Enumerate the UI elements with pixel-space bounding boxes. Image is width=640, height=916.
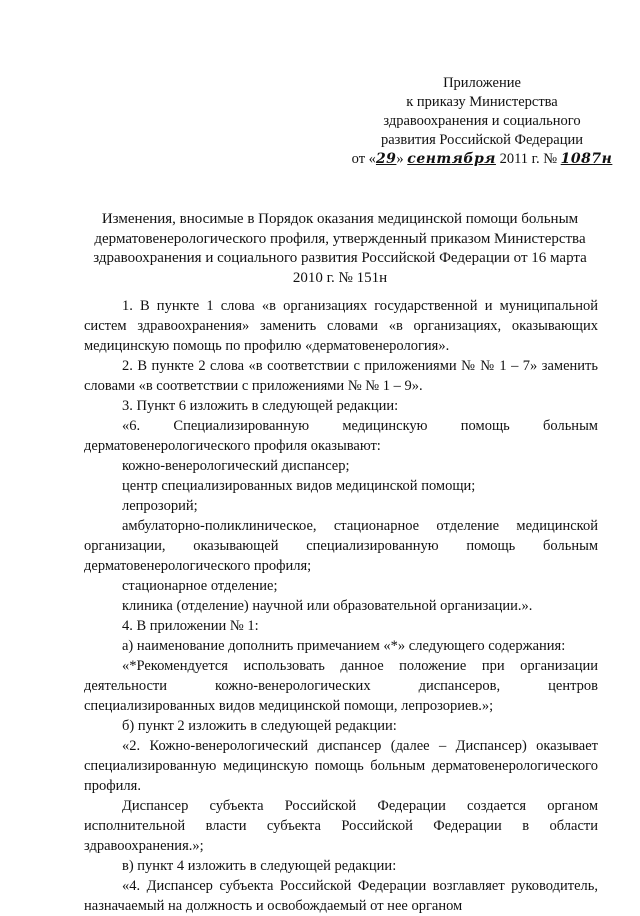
date-prefix: от « — [351, 151, 376, 167]
paragraph: 1. В пункте 1 слова «в организациях государственной и муниципальной систем здравоохранения» заменить словами «в организациях, оказывающих медицинскую помощь по профилю «дерматовенерология». — [84, 298, 598, 354]
document-title: Изменения, вносимые в Порядок оказания медицинской помощи больным дерматовенерологического профиля, утвержденный приказом Министерства здравоохранения и социального развития Российской Федерации от 16 марта 2010 г. № 151н — [93, 211, 587, 286]
paragraph: кожно-венерологический диспансер; — [122, 458, 350, 474]
paragraph: б) пункт 2 изложить в следующей редакции: — [122, 718, 397, 734]
date-mid: » — [396, 151, 404, 167]
date-year: 2011 г. № — [495, 151, 561, 167]
document-body — [84, 296, 598, 916]
paragraph: «6. Специализированную медицинскую помощь больным дерматовенерологического профиля оказывают: — [84, 418, 598, 454]
appendix-line-3: здравоохранения и социального — [383, 113, 581, 129]
paragraph: Диспансер субъекта Российской Федерации создается органом исполнительной власти субъекта Российской Федерации в области здравоохранения.»; — [84, 798, 598, 854]
paragraph: «*Рекомендуется использовать данное положение при организации деятельности кожно-венерологических диспансеров, центров специализированных видов медицинской помощи, лепрозориев.»; — [84, 658, 598, 714]
paragraph: клиника (отделение) научной или образовательной организации.». — [122, 598, 533, 614]
appendix-date-line — [342, 150, 622, 169]
paragraph: амбулаторно-поликлиническое, стационарное отделение медицинской организации, оказывающей специализированную помощь больным дерматовенерологического профиля; — [84, 518, 598, 574]
paragraph: «2. Кожно-венерологический диспансер (далее – Диспансер) оказывает специализированную медицинскую помощь больным дерматовенерологического профиля. — [84, 738, 598, 794]
appendix-line-1: Приложение — [443, 75, 521, 91]
paragraph: «4. Диспансер субъекта Российской Федерации возглавляет руководитель, назначаемый на должность и освобождаемый от нее органом — [84, 878, 598, 914]
appendix-line-4: развития Российской Федерации — [381, 132, 583, 148]
paragraph: центр специализированных видов медицинской помощи; — [122, 478, 476, 494]
paragraph: 2. В пункте 2 слова «в соответствии с приложениями № № 1 – 7» заменить словами «в соответствии с приложениями № № 1 – 9». — [84, 358, 598, 394]
date-day-handwritten: 29 — [375, 151, 397, 167]
appendix-header — [342, 74, 622, 169]
paragraph: в) пункт 4 изложить в следующей редакции: — [122, 858, 397, 874]
paragraph: 4. В приложении № 1: — [122, 618, 259, 634]
paragraph: лепрозорий; — [122, 498, 198, 514]
paragraph: стационарное отделение; — [122, 578, 278, 594]
date-month-handwritten: сентября — [407, 151, 496, 167]
paragraph: 3. Пункт 6 изложить в следующей редакции: — [122, 398, 399, 414]
paragraph: а) наименование дополнить примечанием «*» следующего содержания: — [122, 638, 566, 654]
appendix-line-2: к приказу Министерства — [406, 94, 558, 110]
order-number-handwritten: 1087н — [560, 151, 613, 167]
